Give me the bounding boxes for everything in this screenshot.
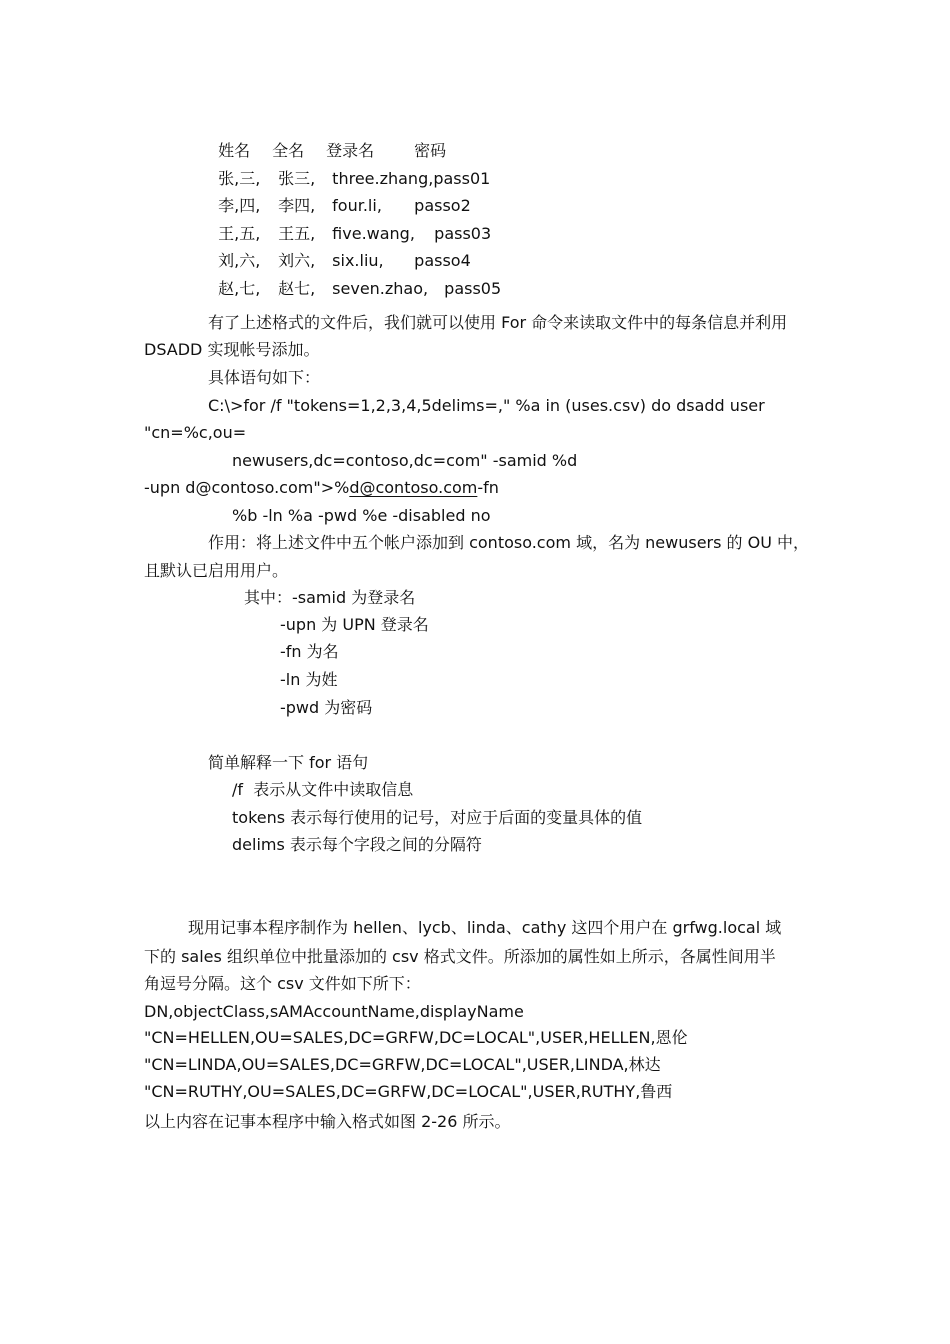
table-row [208,173,471,215]
table-header [208,118,447,160]
for-item: tokens 表示每行使用的记号，对应于后面的变量具体的值 [232,808,643,827]
csv-line: DN,objectClass,sAMAccountName,displayName [144,1002,524,1021]
param-item: -fn 为名 [280,642,339,661]
paragraph-line: 有了上述格式的文件后，我们就可以使用 For 命令来读取文件中的每条信息并利用 [208,313,788,332]
row-surname: 刘,六, [218,251,261,270]
row-login: seven.zhao, [332,279,429,298]
header-fullname: 全名 [272,141,305,160]
params-intro: 其中：-samid 为登录名 [244,588,416,607]
row-password: passo4 [414,251,471,270]
table-row [208,201,492,243]
row-login: six.liu, [332,251,384,270]
command-line: %b -ln %a -pwd %e -disabled no [232,506,491,525]
csv-line: "CN=HELLEN,OU=SALES,DC=GRFW,DC=LOCAL",USER,HELLEN,恩伦 [144,1028,688,1047]
csv-line: "CN=RUTHY,OU=SALES,DC=GRFW,DC=LOCAL",USER,RUTHY,鲁西 [144,1082,673,1101]
for-item: /f 表示从文件中读取信息 [232,780,414,799]
row-password: passo2 [414,196,471,215]
header-login: 登录名 [326,141,375,160]
command-text: -upn d@contoso.com">% [144,478,350,497]
effect-line: 且默认已启用用户。 [144,561,289,580]
header-surname: 姓名 [218,141,251,160]
paragraph-line: 现用记事本程序制作为 hellen、lycb、linda、cathy 这四个用户在 grfwg.local 域 [188,918,782,937]
email-link[interactable]: d@contoso.com [349,478,478,497]
table-row [208,256,502,298]
param-item: -upn 为 UPN 登录名 [280,615,429,634]
row-fullname: 李四, [278,196,316,215]
paragraph-line: 下的 sales 组织单位中批量添加的 csv 格式文件。所添加的属性如上所示，各属性间用半 [144,947,776,966]
command-line [144,477,499,499]
syntax-label: 具体语句如下： [208,368,321,387]
row-surname: 赵,七, [218,279,261,298]
param-item: -ln 为姓 [280,670,338,689]
command-line: newusers,dc=contoso,dc=com" -samid %d [232,451,578,470]
row-fullname: 张三, [278,169,316,188]
closing-line: 以上内容在记事本程序中输入格式如图 2-26 所示。 [144,1112,511,1131]
effect-line: 作用：将上述文件中五个帐户添加到 contoso.com 域，名为 newusers 的 OU 中， [208,533,810,552]
command-line: "cn=%c,ou= [144,423,247,442]
row-surname: 李,四, [218,196,261,215]
row-login: four.li, [332,196,382,215]
row-login-password: three.zhang,pass01 [332,169,491,188]
row-password: pass05 [444,279,502,298]
command-line: C:\>for /f "tokens=1,2,3,4,5delims=," %a in (uses.csv) do dsadd user [208,396,765,415]
table-row [208,228,471,270]
paragraph-line: DSADD 实现帐号添加。 [144,340,320,359]
param-item: -pwd 为密码 [280,698,373,717]
csv-line: "CN=LINDA,OU=SALES,DC=GRFW,DC=LOCAL",USER,LINDA,林达 [144,1055,661,1074]
paragraph-line: 角逗号分隔。这个 csv 文件如下所下： [144,974,421,993]
table-row [208,146,491,188]
for-title: 简单解释一下 for 语句 [208,753,369,772]
row-login: five.wang, [332,224,415,243]
row-fullname: 刘六, [278,251,316,270]
header-password: 密码 [414,141,447,160]
command-text: -fn [477,478,499,497]
row-fullname: 王五, [278,224,316,243]
row-surname: 张,三, [218,169,261,188]
for-item: delims 表示每个字段之间的分隔符 [232,835,482,854]
row-password: pass03 [434,224,492,243]
row-fullname: 赵七, [278,279,316,298]
row-surname: 王,五, [218,224,261,243]
